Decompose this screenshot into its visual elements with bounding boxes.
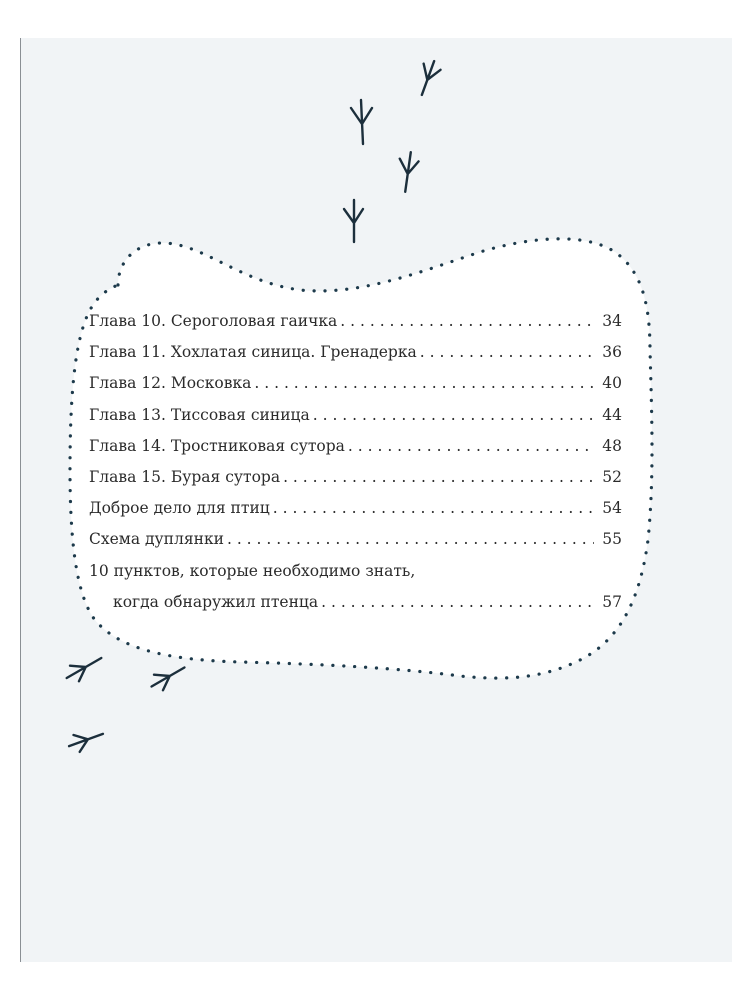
toc-page-number: 34 — [602, 312, 622, 330]
bird-footprint-icon — [147, 660, 189, 695]
toc-dot-leader — [273, 499, 594, 517]
toc-entry[interactable] — [89, 312, 622, 343]
toc-dot-leader — [348, 437, 594, 455]
toc-entry-multiline-second[interactable] — [89, 593, 622, 624]
toc-entry-title: Глава 15. Бурая сутора — [89, 467, 281, 486]
toc-dot-leader — [340, 312, 594, 330]
toc-entry-title: 10 пунктов, которые необходимо знать, — [89, 561, 416, 580]
toc-dot-leader — [254, 374, 594, 392]
bird-footprint-icon — [351, 100, 372, 144]
toc-entry[interactable] — [89, 437, 622, 468]
bird-footprint-icon — [62, 650, 106, 686]
toc-dot-leader — [313, 406, 594, 424]
toc-entry-title: Глава 11. Хохлатая синица. Гренадерка — [89, 343, 417, 362]
toc-entry[interactable] — [89, 406, 622, 437]
toc-entry-multiline-first[interactable] — [89, 562, 622, 593]
toc-page-number: 55 — [602, 530, 622, 549]
toc-entry-title: Схема дуплянки — [89, 530, 224, 549]
toc-entry-title: Доброе дело для птиц — [89, 499, 270, 518]
toc-page-number: 54 — [602, 499, 622, 518]
toc-page-number: 48 — [602, 436, 622, 455]
toc-entry[interactable] — [89, 343, 622, 374]
toc-entry[interactable] — [89, 374, 622, 405]
toc-dot-leader — [227, 530, 594, 548]
table-of-contents — [89, 312, 622, 624]
bird-footprint-icon — [66, 725, 106, 754]
toc-entry[interactable] — [89, 530, 622, 561]
toc-dot-leader — [420, 343, 594, 361]
toc-dot-leader — [283, 468, 594, 486]
toc-entry[interactable] — [89, 468, 622, 499]
toc-entry-title: Глава 13. Тиссовая синица — [89, 405, 310, 424]
toc-page-number: 44 — [602, 405, 622, 424]
toc-page-number: 40 — [602, 374, 622, 393]
toc-entry-title: когда обнаружил птенца — [113, 592, 319, 611]
toc-entry-title: Глава 14. Тростниковая сутора — [89, 436, 345, 455]
toc-page-number: 57 — [602, 592, 622, 611]
bird-footprint-icon — [344, 200, 363, 242]
bird-footprint-icon — [413, 58, 442, 98]
toc-page-number: 36 — [602, 343, 622, 362]
toc-dot-leader — [321, 593, 594, 611]
toc-page-number: 52 — [602, 467, 622, 486]
toc-entry[interactable] — [89, 499, 622, 530]
bird-footprint-icon — [395, 151, 419, 193]
toc-entry-title: Глава 12. Московка — [89, 374, 252, 393]
toc-entry-title: Глава 10. Сероголовая гаичка — [89, 312, 338, 330]
